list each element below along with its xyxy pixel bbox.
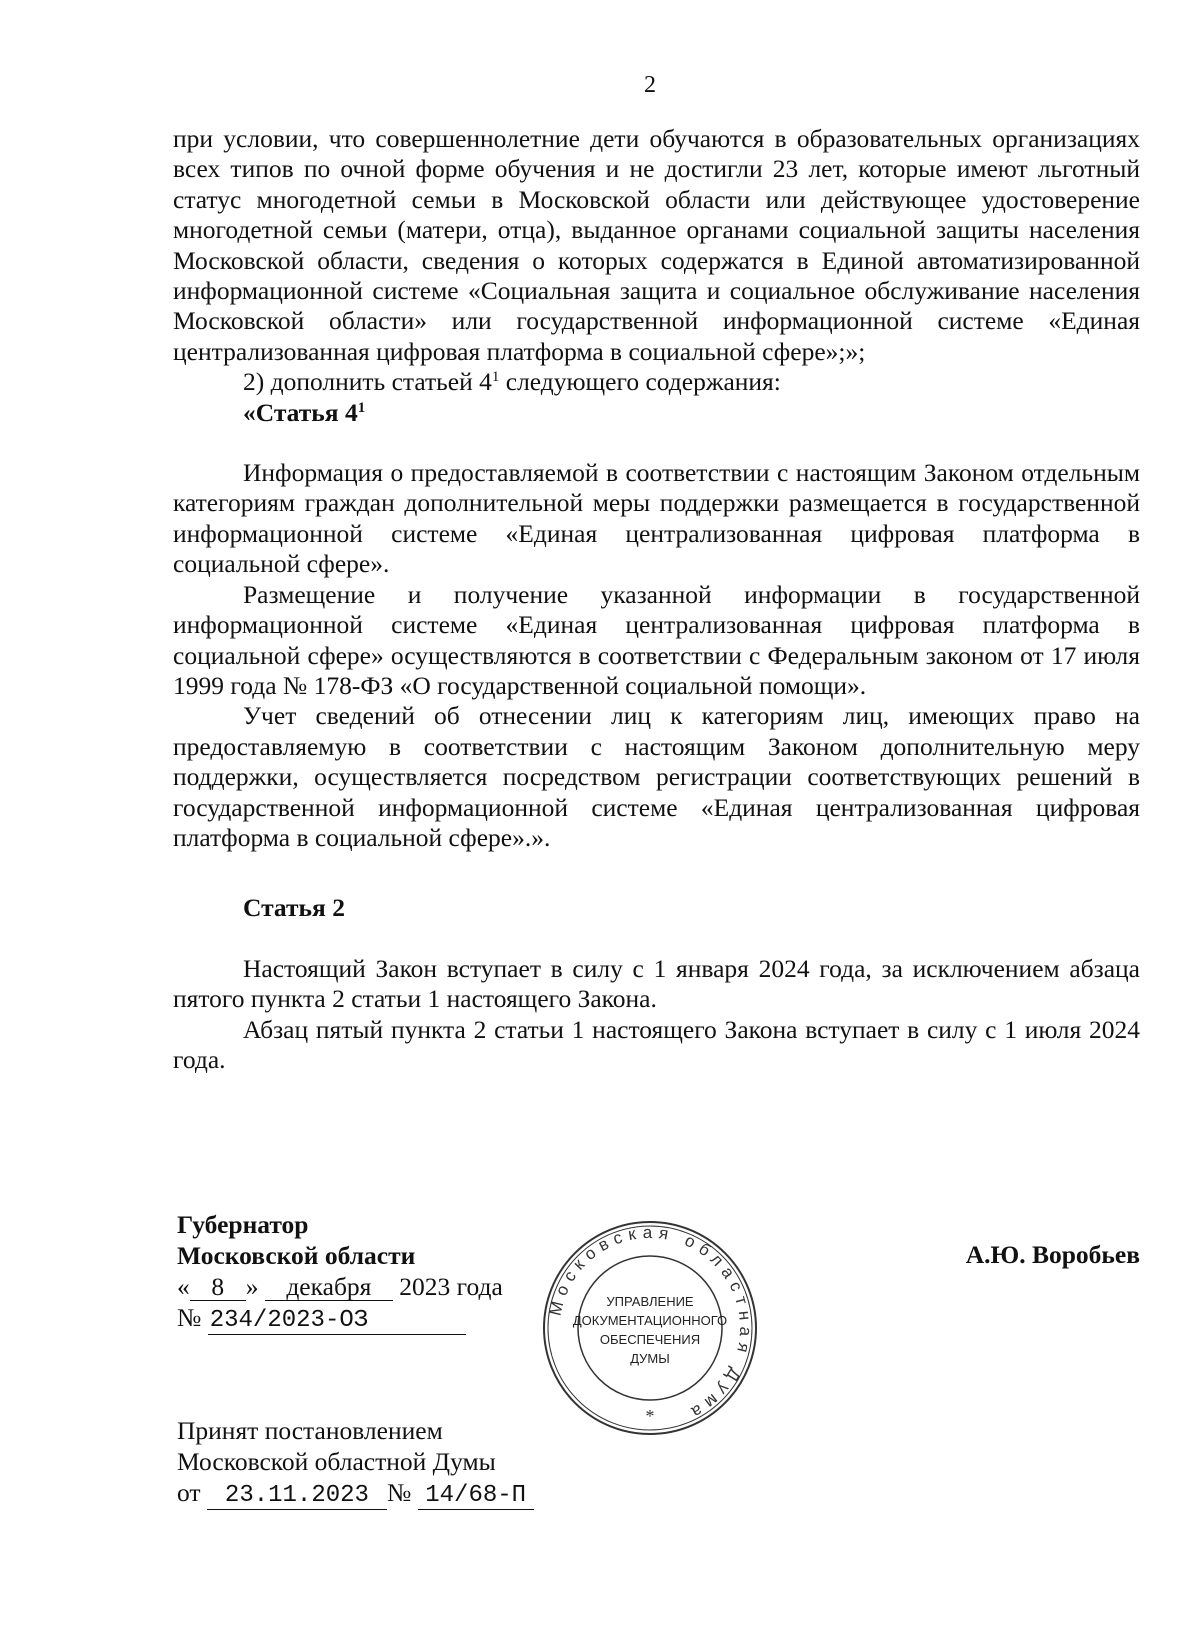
paragraph-info: Информация о предоставляемой в соответствии с настоящим Законом отдельным категориям граждан дополнительной меры поддержки размещается в государственной информационной системе «Единая централизованная цифровая платформа в социальной сфере». bbox=[173, 458, 1140, 579]
paragraph-accounting: Учет сведений об отнесении лиц к категориям лиц, имеющих право на предоставляемую в соответствии с настоящим Законом дополнительную меру поддержки, осуществляется посредством регистрации соответствующих решений в государственной информационной системе «Единая централизованная цифровая платформа в социальной сфере».». bbox=[173, 701, 1140, 852]
article-heading-4-1: «Статья $4^1$ bbox=[243, 397, 366, 427]
paragraph-continuation: при условии, что совершеннолетние дети обучаются в образовательных организациях всех типов по очной форме обучения и не достигли 23 лет, которые имеют льготный статус многодетной семьи в Московской области или действующее удостоверение многодетной семьи (матери, отца), выданное органами социальной защиты населения Московской области, сведения о которых содержатся в Единой автоматизированной информационной системе «Социальная защита и социальное обслуживание населения Московской области» или государственной информационной системе «Единая централизованная цифровая платформа в социальной сфере»;»; bbox=[173, 124, 1140, 366]
stamp-center-text: УПРАВЛЕНИЕ ДОКУМЕНТАЦИОННОГО ОБЕСПЕЧЕНИЯ ДУМЫ bbox=[572, 1294, 728, 1366]
adoption-number: 14/68-П bbox=[418, 1483, 534, 1510]
page-number: 2 bbox=[644, 72, 656, 98]
stamp-ring-text: Московская областная Дума bbox=[545, 1222, 756, 1425]
stamp-star: * bbox=[645, 1406, 655, 1426]
official-stamp bbox=[540, 1218, 760, 1438]
adoption-date: 23.11.2023 bbox=[207, 1483, 387, 1510]
adoption-block bbox=[177, 1415, 534, 1510]
paragraph-placement: Размещение и получение указанной информации в государственной информационной системе «Единая централизованная цифровая платформа в социальной сфере» осуществляются в соответствии с Федеральным законом от 17 июля 1999 года № 178-ФЗ «О государственной социальной помощи». bbox=[173, 579, 1140, 700]
adoption-reference: от 23.11.2023 № 14/68-П bbox=[177, 1477, 534, 1510]
paragraph-effective-date: Настоящий Закон вступает в силу с 1 января 2024 года, за исключением абзаца пятого пункта 2 статьи 1 настоящего Закона. bbox=[173, 953, 1140, 1014]
signing-year: 2023 года bbox=[399, 1272, 503, 1301]
law-number-value: 234/2023-ОЗ bbox=[208, 1308, 466, 1335]
signer-title: Губернатор bbox=[177, 1210, 309, 1239]
paragraph-amendment: 2) дополнить статьей $4^1$ следующего содержания: bbox=[243, 367, 781, 397]
signer-name: А.Ю. Воробьев bbox=[965, 1240, 1140, 1269]
article-heading-2: Статья 2 bbox=[243, 893, 345, 923]
law-number: № 234/2023-ОЗ bbox=[177, 1302, 503, 1335]
signing-month: декабря bbox=[265, 1274, 393, 1301]
governor-signature-block bbox=[177, 1209, 503, 1335]
document-body bbox=[173, 124, 1140, 1075]
signing-day: 8 bbox=[190, 1274, 246, 1301]
paragraph-fifth-clause: Абзац пятый пункта 2 статьи 1 настоящего Закона вступает в силу с 1 июля 2024 года. bbox=[173, 1014, 1140, 1074]
signer-region: Московской области bbox=[177, 1241, 416, 1270]
adoption-line1: Принят постановлением bbox=[177, 1416, 443, 1445]
adoption-line2: Московской областной Думы bbox=[177, 1447, 496, 1476]
signing-date: « 8 » декабря 2023 года bbox=[177, 1272, 503, 1301]
